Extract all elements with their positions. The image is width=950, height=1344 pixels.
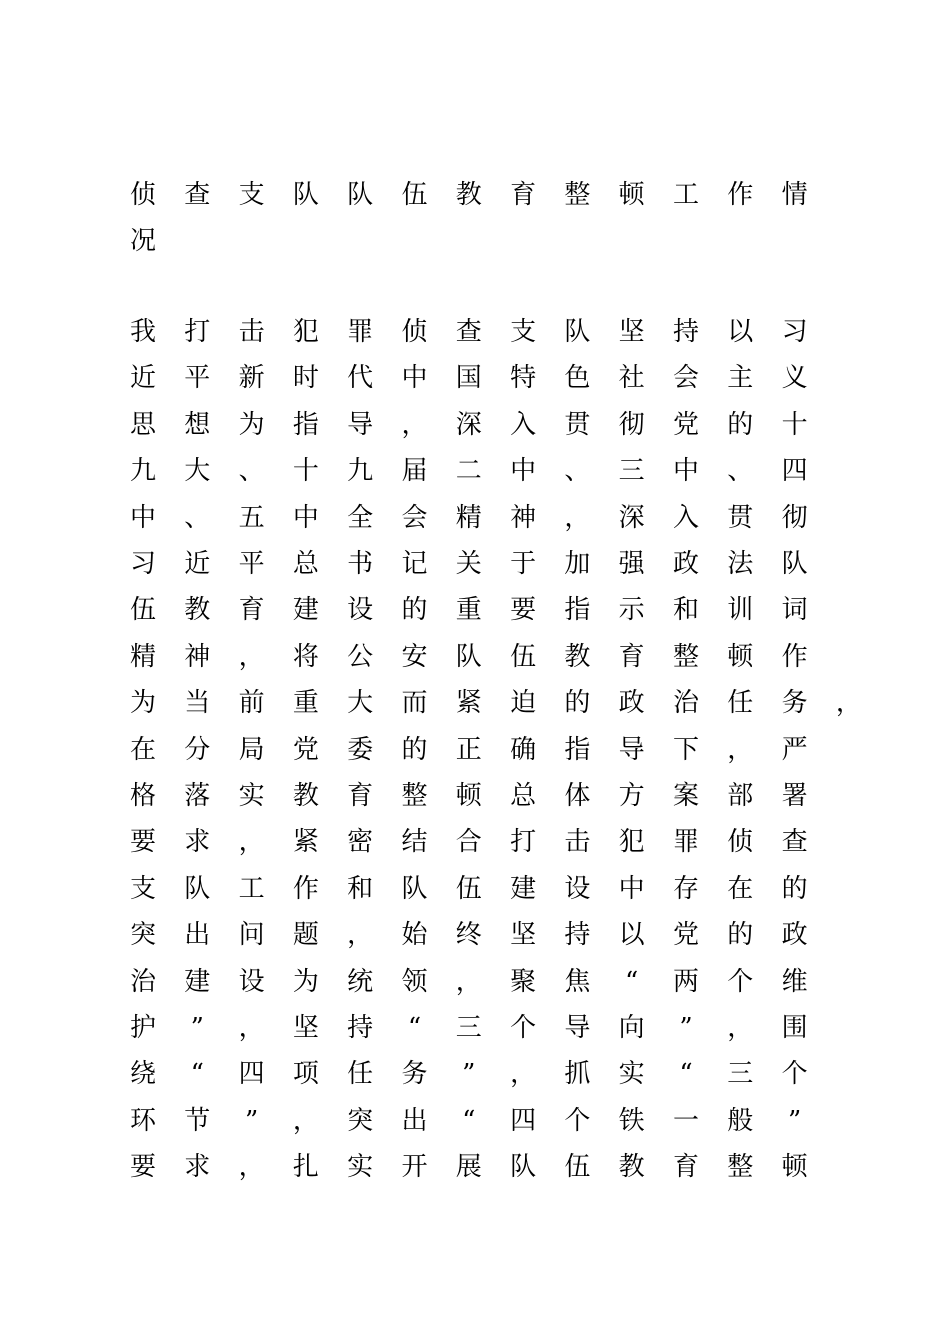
title-char: 队 xyxy=(292,180,319,210)
body-char: 我 xyxy=(129,317,156,347)
body-char: ” xyxy=(190,1013,204,1043)
body-char: 特 xyxy=(510,363,537,394)
body-char: ， xyxy=(238,827,265,858)
body-char: 打 xyxy=(184,317,211,347)
body-char: 查 xyxy=(781,827,808,858)
body-char: 习 xyxy=(781,317,808,347)
body-char: 统 xyxy=(347,966,374,997)
body-char: 正 xyxy=(455,734,482,765)
body-char: ， xyxy=(727,1013,754,1043)
body-char: 中 xyxy=(672,456,699,487)
body-char: 关 xyxy=(455,549,482,579)
body-char: 强 xyxy=(618,549,645,579)
body-char: 加 xyxy=(564,549,591,579)
body-char: 入 xyxy=(510,409,537,440)
body-char: 题 xyxy=(292,920,319,951)
body-char: 实 xyxy=(238,781,265,811)
body-char: 队 xyxy=(184,873,211,904)
body-char: 出 xyxy=(184,920,211,951)
body-char: 伍 xyxy=(564,1152,591,1183)
body-char: 法 xyxy=(727,549,754,579)
body-char: 环 xyxy=(129,1105,156,1136)
body-char: 会 xyxy=(401,502,428,533)
title-char: 支 xyxy=(238,180,265,210)
body-char: 犯 xyxy=(618,827,645,858)
body-char: 务 xyxy=(781,688,808,719)
body-char: 教 xyxy=(564,641,591,672)
body-char: 育 xyxy=(238,595,265,626)
body-char: 、 xyxy=(184,502,211,533)
body-char: 总 xyxy=(292,549,319,579)
title-char: 顿 xyxy=(618,180,645,210)
body-char: 的 xyxy=(781,873,808,904)
body-char: 要 xyxy=(129,827,156,858)
body-char: ” xyxy=(679,1013,693,1043)
body-char: 开 xyxy=(401,1152,428,1183)
body-char: 围 xyxy=(781,1013,808,1043)
title-char: 教 xyxy=(455,180,482,210)
body-char: 领 xyxy=(401,966,428,997)
body-char: 导 xyxy=(347,409,374,440)
body-char: ” xyxy=(244,1105,259,1136)
body-char: 育 xyxy=(347,781,374,811)
body-char: 的 xyxy=(727,920,754,951)
body-char: 平 xyxy=(184,363,211,394)
body-char: 入 xyxy=(672,502,699,533)
body-char: ， xyxy=(510,1059,537,1090)
body-char: 抓 xyxy=(564,1059,591,1090)
body-char: 重 xyxy=(292,688,319,719)
body-char: 严 xyxy=(781,734,808,765)
body-char: 和 xyxy=(672,595,699,626)
body-char: 护 xyxy=(129,1013,156,1043)
body-char: 义 xyxy=(781,363,808,394)
body-char: 支 xyxy=(129,873,156,904)
body-char: 般 xyxy=(727,1105,754,1136)
title-char: 作 xyxy=(727,180,754,210)
body-char: 指 xyxy=(292,409,319,440)
title-char: 侦 xyxy=(129,180,156,210)
body-char: 击 xyxy=(238,317,265,347)
body-char: 三 xyxy=(455,1013,482,1043)
body-char: 教 xyxy=(184,595,211,626)
body-char: 贯 xyxy=(727,502,754,533)
body-char: 突 xyxy=(129,920,156,951)
body-char: ， xyxy=(238,1152,265,1183)
body-char: 重 xyxy=(455,595,482,626)
title-char: 整 xyxy=(564,180,591,210)
body-char: ， xyxy=(727,734,754,765)
body-char: 公 xyxy=(347,641,374,672)
body-char: 局 xyxy=(238,734,265,765)
body-char: 前 xyxy=(238,688,265,719)
body-char: 彻 xyxy=(618,409,645,440)
body-char: 扎 xyxy=(292,1152,319,1183)
body-char: 为 xyxy=(238,409,265,440)
body-char: 主 xyxy=(727,363,754,394)
body-char: 击 xyxy=(564,827,591,858)
body-char: “ xyxy=(407,1013,422,1043)
body-char: 设 xyxy=(347,595,374,626)
body-char: 绕 xyxy=(129,1059,156,1090)
body-char: 将 xyxy=(292,641,319,672)
body-char: 党 xyxy=(672,409,699,440)
body-char: 下 xyxy=(672,734,699,765)
body-char: 求 xyxy=(184,1152,211,1183)
body-char: 问 xyxy=(238,920,265,951)
body-char: 、 xyxy=(564,456,591,487)
body-char: 两 xyxy=(672,966,699,997)
body-char: 持 xyxy=(564,920,591,951)
body-char: 中 xyxy=(510,456,537,487)
body-char: 确 xyxy=(510,734,537,765)
body-char: 始 xyxy=(401,920,428,951)
body-char: 三 xyxy=(727,1059,754,1090)
body-char: 想 xyxy=(184,409,211,440)
body-char: 委 xyxy=(347,734,374,765)
body-char: 存 xyxy=(672,873,699,904)
body-char: 深 xyxy=(618,502,645,533)
body-char: 神 xyxy=(184,641,211,672)
body-char: 顿 xyxy=(781,1152,808,1183)
body-char: 持 xyxy=(672,317,699,347)
body-char: 的 xyxy=(401,595,428,626)
body-char: 治 xyxy=(129,966,156,997)
body-char: 队 xyxy=(564,317,591,347)
body-char: 以 xyxy=(727,317,754,347)
body-char: 支 xyxy=(510,317,537,347)
body-char: 指 xyxy=(564,595,591,626)
body-char: 紧 xyxy=(455,688,482,719)
body-char: 任 xyxy=(347,1059,374,1090)
title-char: 队 xyxy=(347,180,374,210)
title-char: 育 xyxy=(510,180,537,210)
body-char: 突 xyxy=(347,1105,374,1136)
body-char: 罪 xyxy=(672,827,699,858)
body-char: 项 xyxy=(292,1059,319,1090)
body-char: 落 xyxy=(184,781,211,811)
body-char: ， xyxy=(238,1013,265,1043)
body-char: 作 xyxy=(781,641,808,672)
body-char: 顿 xyxy=(455,781,482,811)
body-char: 个 xyxy=(564,1105,591,1136)
body-char: 国 xyxy=(455,363,482,394)
body-char: 在 xyxy=(727,873,754,904)
body-char: 治 xyxy=(672,688,699,719)
body-char: 记 xyxy=(401,549,428,579)
body-char: 精 xyxy=(455,502,482,533)
body-char: 近 xyxy=(184,549,211,579)
body-char: 的 xyxy=(727,409,754,440)
body-char: 密 xyxy=(347,827,374,858)
body-char: 中 xyxy=(618,873,645,904)
body-char: 署 xyxy=(781,781,808,811)
body-char: 贯 xyxy=(564,409,591,440)
title-char: 况 xyxy=(129,226,156,257)
body-char: 平 xyxy=(238,549,265,579)
body-char: 罪 xyxy=(347,317,374,347)
body-char: 实 xyxy=(618,1059,645,1090)
body-char: 侦 xyxy=(727,827,754,858)
body-char: 终 xyxy=(455,920,482,951)
body-char: 顿 xyxy=(727,641,754,672)
body-char: 四 xyxy=(510,1105,537,1136)
body-char: 教 xyxy=(618,1152,645,1183)
title-char: 伍 xyxy=(401,180,428,210)
body-char: 四 xyxy=(781,456,808,487)
body-char: 坚 xyxy=(618,317,645,347)
body-char: 党 xyxy=(292,734,319,765)
body-char: 坚 xyxy=(510,920,537,951)
body-char: 中 xyxy=(292,502,319,533)
body-char: 指 xyxy=(564,734,591,765)
body-char: 侦 xyxy=(401,317,428,347)
body-char: 深 xyxy=(455,409,482,440)
body-char: 求 xyxy=(184,827,211,858)
body-char: 格 xyxy=(129,781,156,811)
body-char: 、 xyxy=(727,456,754,487)
title-char: 工 xyxy=(672,180,699,210)
body-char: 节 xyxy=(184,1105,211,1136)
body-char: 代 xyxy=(347,363,374,394)
title-char: 查 xyxy=(184,180,211,210)
body-char: “ xyxy=(625,966,639,997)
body-char: 伍 xyxy=(455,873,482,904)
body-char: 建 xyxy=(510,873,537,904)
body-char: 词 xyxy=(781,595,808,626)
body-char: 聚 xyxy=(510,966,537,997)
body-char: ， xyxy=(292,1105,319,1136)
body-char: 习 xyxy=(129,549,156,579)
body-char: 政 xyxy=(672,549,699,579)
body-char: 案 xyxy=(672,781,699,811)
body-char: 全 xyxy=(347,502,374,533)
body-char: 伍 xyxy=(129,595,156,626)
body-char: “ xyxy=(462,1105,476,1136)
title-char: 情 xyxy=(781,180,808,210)
body-char: 时 xyxy=(292,363,319,394)
body-char: 党 xyxy=(672,920,699,951)
body-char: 队 xyxy=(510,1152,537,1183)
body-char: 中 xyxy=(401,363,428,394)
body-char: 色 xyxy=(564,363,591,394)
body-char: 坚 xyxy=(292,1013,319,1043)
body-char: 四 xyxy=(238,1059,265,1090)
body-char: 五 xyxy=(238,502,265,533)
body-char: 任 xyxy=(727,688,754,719)
body-char: 总 xyxy=(510,781,537,811)
body-char: 九 xyxy=(129,456,156,487)
body-char: 打 xyxy=(510,827,537,858)
body-char: 导 xyxy=(564,1013,591,1043)
body-char: 、 xyxy=(238,456,265,487)
body-char: 为 xyxy=(292,966,319,997)
body-char: 出 xyxy=(401,1105,428,1136)
body-char: 设 xyxy=(564,873,591,904)
body-char: 维 xyxy=(781,966,808,997)
body-char: 迫 xyxy=(510,688,537,719)
body-char: 整 xyxy=(401,781,428,811)
body-char: ， xyxy=(564,502,591,533)
body-char: 个 xyxy=(781,1059,808,1090)
body-char: 队 xyxy=(781,549,808,579)
body-char: ” xyxy=(787,1105,802,1136)
body-char: 要 xyxy=(510,595,537,626)
body-char: 向 xyxy=(618,1013,645,1043)
body-char: 近 xyxy=(129,363,156,394)
body-char: 一 xyxy=(672,1105,699,1136)
body-char: 队 xyxy=(455,641,482,672)
body-char: 在 xyxy=(129,734,156,765)
body-char: 会 xyxy=(672,363,699,394)
body-char: 精 xyxy=(129,641,156,672)
body-char: 大 xyxy=(347,688,374,719)
body-char: 工 xyxy=(238,873,265,904)
body-char: 九 xyxy=(347,456,374,487)
body-char: 队 xyxy=(401,873,428,904)
body-char: ， xyxy=(347,920,374,951)
body-char: 查 xyxy=(455,317,482,347)
body-char: ， xyxy=(455,966,482,997)
body-char: 整 xyxy=(672,641,699,672)
body-char: “ xyxy=(190,1059,204,1090)
body-char: 建 xyxy=(292,595,319,626)
body-char: 和 xyxy=(347,873,374,904)
body-char: ， xyxy=(835,688,862,719)
body-char: 政 xyxy=(781,920,808,951)
body-char: 以 xyxy=(618,920,645,951)
body-char: 方 xyxy=(618,781,645,811)
body-char: 而 xyxy=(401,688,428,719)
body-char: 设 xyxy=(238,966,265,997)
body-char: 作 xyxy=(292,873,319,904)
body-char: 焦 xyxy=(564,966,591,997)
body-char: 神 xyxy=(510,502,537,533)
body-char: 犯 xyxy=(292,317,319,347)
body-char: 分 xyxy=(184,734,211,765)
body-char: 思 xyxy=(129,409,156,440)
body-char: 训 xyxy=(727,595,754,626)
body-char: 于 xyxy=(510,549,537,579)
body-char: 安 xyxy=(401,641,428,672)
body-char: 彻 xyxy=(781,502,808,533)
body-char: 当 xyxy=(184,688,211,719)
body-char: 二 xyxy=(455,456,482,487)
body-char: 体 xyxy=(564,781,591,811)
body-char: 为 xyxy=(129,688,156,719)
body-char: 结 xyxy=(401,827,428,858)
body-char: 的 xyxy=(564,688,591,719)
body-char: 建 xyxy=(184,966,211,997)
body-char: 社 xyxy=(618,363,645,394)
body-char: 持 xyxy=(347,1013,374,1043)
body-char: 三 xyxy=(618,456,645,487)
body-char: 合 xyxy=(455,827,482,858)
body-char: 政 xyxy=(618,688,645,719)
body-char: ， xyxy=(238,641,265,672)
body-char: 紧 xyxy=(292,827,319,858)
body-char: 的 xyxy=(401,734,428,765)
body-char: 育 xyxy=(672,1152,699,1183)
body-char: 要 xyxy=(129,1152,156,1183)
body-char: 务 xyxy=(401,1059,428,1090)
body-char: 展 xyxy=(455,1152,482,1183)
body-char: 导 xyxy=(618,734,645,765)
body-char: 十 xyxy=(781,409,808,440)
body-char: 整 xyxy=(727,1152,754,1183)
body-char: 伍 xyxy=(510,641,537,672)
body-char: ， xyxy=(401,409,428,440)
body-char: 实 xyxy=(347,1152,374,1183)
body-char: 新 xyxy=(238,363,265,394)
body-char: 示 xyxy=(618,595,645,626)
body-char: ” xyxy=(462,1059,476,1090)
body-char: 十 xyxy=(292,456,319,487)
body-char: 届 xyxy=(401,456,428,487)
body-char: 中 xyxy=(129,502,156,533)
body-char: 育 xyxy=(618,641,645,672)
body-char: 大 xyxy=(184,456,211,487)
body-char: 个 xyxy=(510,1013,537,1043)
body-char: 教 xyxy=(292,781,319,811)
body-char: “ xyxy=(679,1059,693,1090)
body-char: 书 xyxy=(347,549,374,579)
body-char: 铁 xyxy=(618,1105,645,1136)
body-char: 个 xyxy=(727,966,754,997)
body-char: 部 xyxy=(727,781,754,811)
